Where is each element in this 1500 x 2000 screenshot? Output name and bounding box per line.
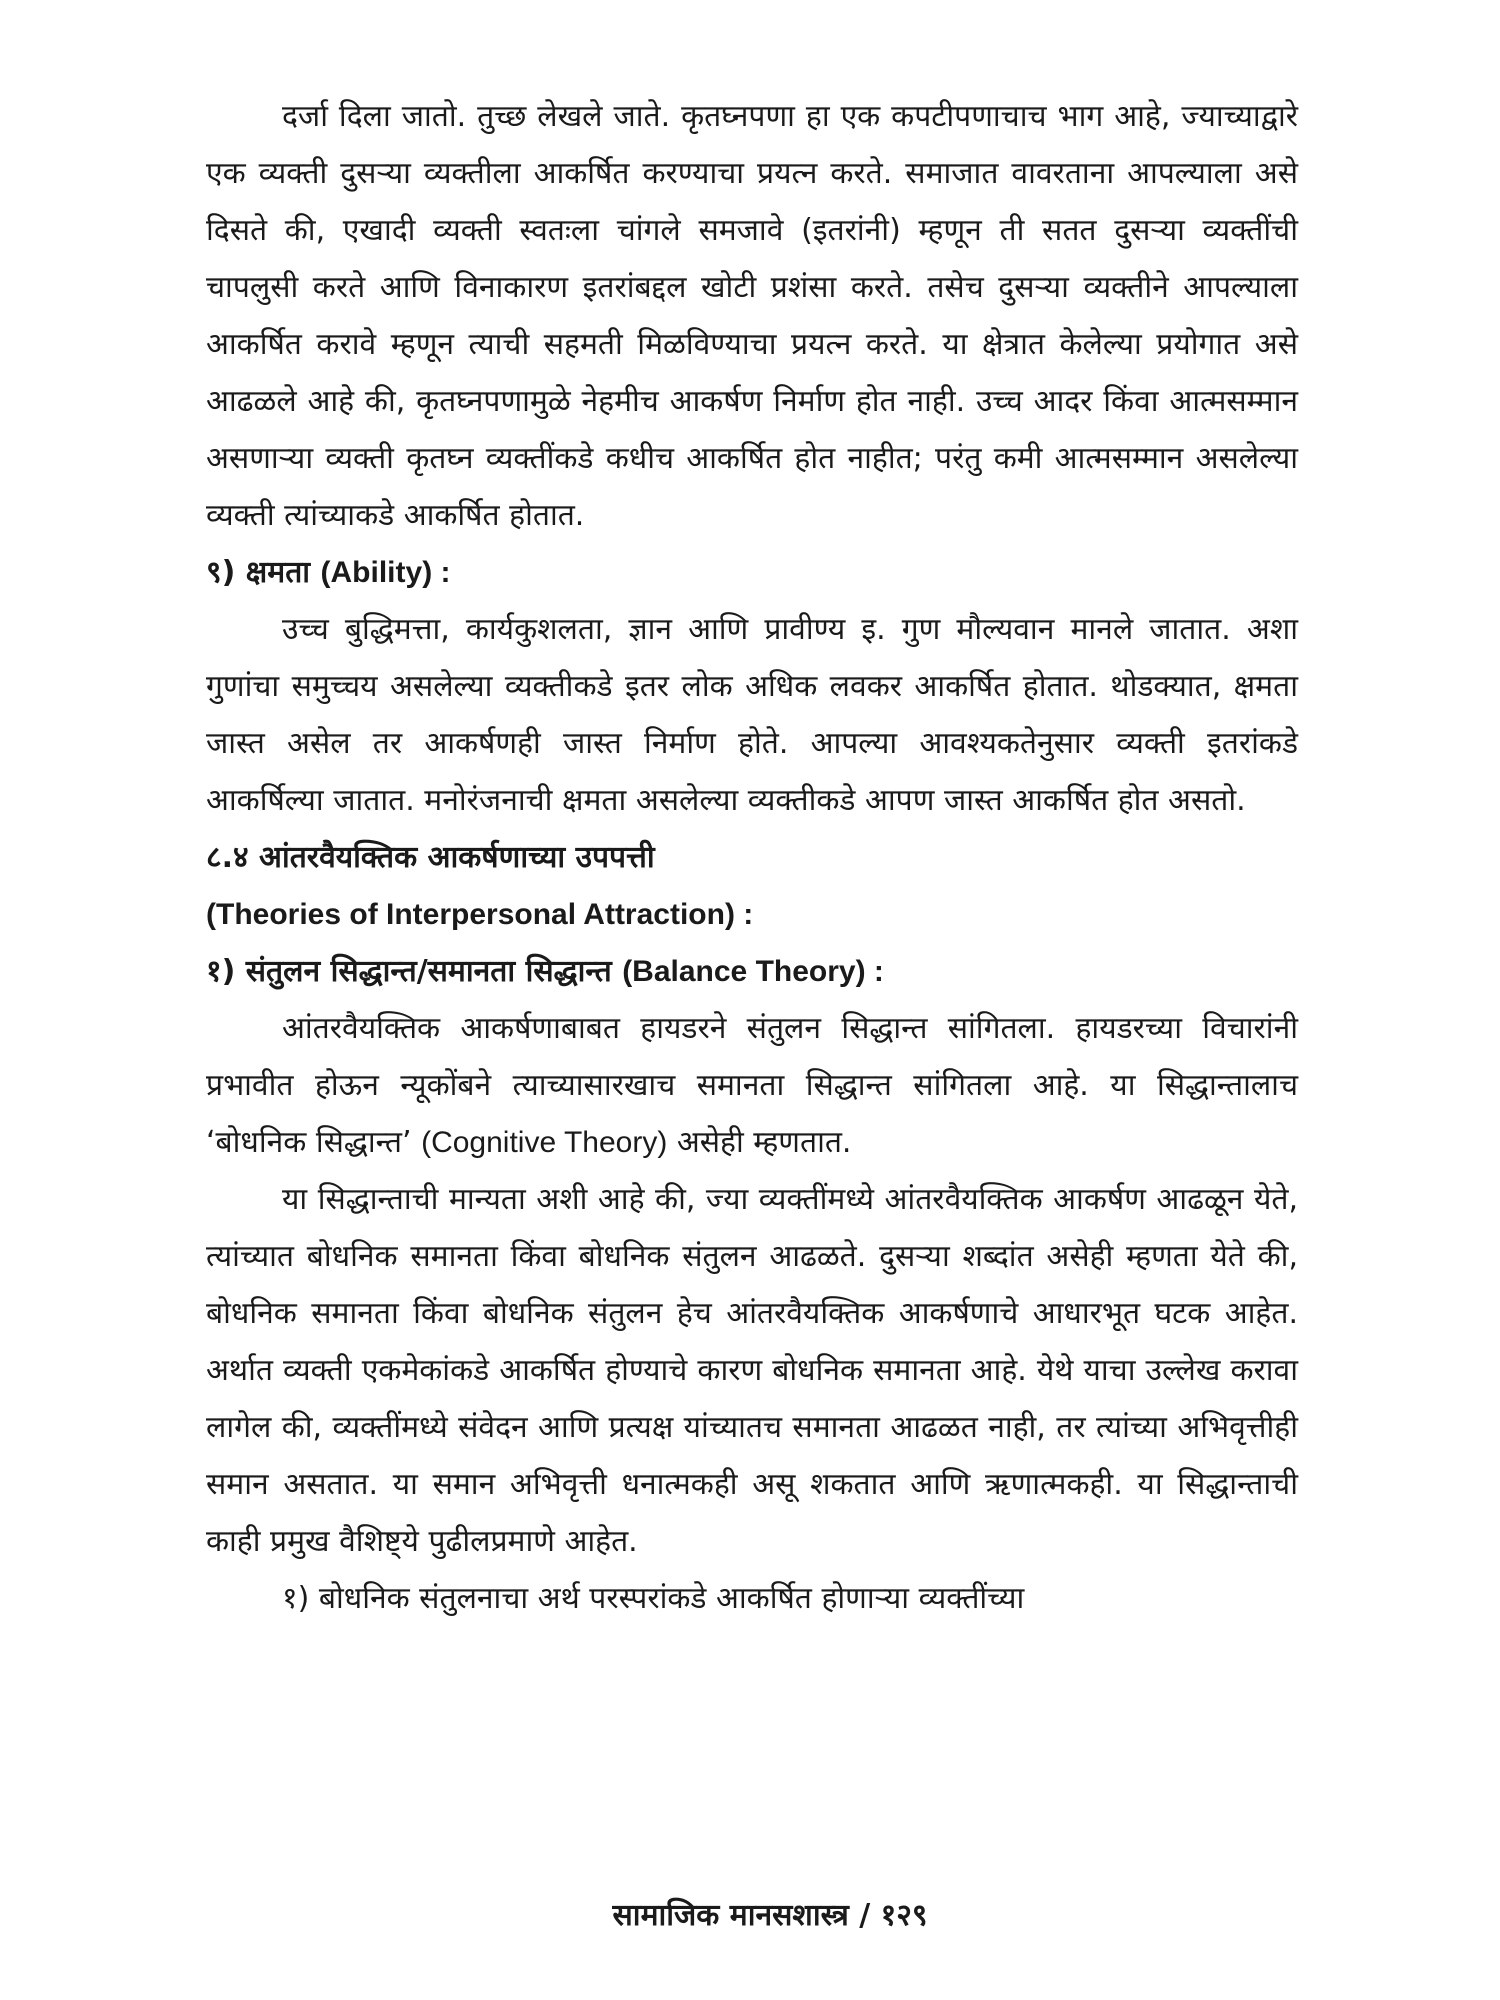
page-body <box>206 88 1298 1627</box>
paragraph-ingratiation: दर्जा दिला जातो. तुच्छ लेखले जाते. कृतघ्नपणा हा एक कपटीपणाचाच भाग आहे, ज्याच्याद्वारे एक व्यक्ती दुसऱ्या व्यक्तीला आकर्षित करण्याचा प्रयत्न करते. समाजात वावरताना आपल्याला असे दिसते की, एखादी व्यक्ती स्वतःला चांगले समजावे (इतरांनी) म्हणून ती सतत दुसऱ्या व्यक्तींची चापलुसी करते आणि विनाकारण इतरांबद्दल खोटी प्रशंसा करते. तसेच दुसऱ्या व्यक्तीने आपल्याला आकर्षित करावे म्हणून त्याची सहमती मिळविण्याचा प्रयत्न करते. या क्षेत्रात केलेल्या प्रयोगात असे आढळले आहे की, कृतघ्नपणामुळे नेहमीच आकर्षण निर्माण होत नाही. उच्च आदर किंवा आत्मसम्मान असणाऱ्या व्यक्ती कृतघ्न व्यक्तींकडे कधीच आकर्षित होत नाहीत; परंतु कमी आत्मसम्मान असलेल्या व्यक्ती त्यांच्याकडे आकर्षित होतात. <box>206 99 1298 533</box>
section-heading: ८.४ आंतरवैयक्तिक आकर्षणाच्या उपपत्ती <box>206 840 655 875</box>
balance-intro-text-a: आंतरवैयक्तिक आकर्षणाबाबत हायडरने संतुलन सिद्धान्त सांगितला. हायडरच्या विचारांनी प्रभावीत होऊन न्यूकोंबने त्याच्यासारखाच समानता सिद्धान्त सांगितला आहे. या सिद्धान्तालाच ‘बोधनिक सिद्धान्त’ <box>206 1011 1298 1160</box>
paragraph-balance-details: या सिद्धान्ताची मान्यता अशी आहे की, ज्या व्यक्तींमध्ये आंतरवैयक्तिक आकर्षण आढळून येते, त्यांच्यात बोधनिक समानता किंवा बोधनिक संतुलन आढळते. दुसऱ्या शब्दांत असेही म्हणता येते की, बोधनिक समानता किंवा बोधनिक संतुलन हेच आंतरवैयक्तिक आकर्षणाचे आधारभूत घटक आहेत. अर्थात व्यक्ती एकमेकांकडे आकर्षित होण्याचे कारण बोधनिक समानता आहे. येथे याचा उल्लेख करावा लागेल की, व्यक्तींमध्ये संवेदन आणि प्रत्यक्ष यांच्यातच समानता आढळत नाही, तर त्यांच्या अभिवृत्तीही समान असतात. या समान अभिवृत्ती धनात्मकही असू शकतात आणि ऋणात्मकही. या सिद्धान्ताची काही प्रमुख वैशिष्ट्ये पुढीलप्रमाणे आहेत. <box>206 1182 1298 1559</box>
heading-ability <box>206 544 1298 601</box>
paragraph-list-item-1: १) बोधनिक संतुलनाचा अर्थ परस्परांकडे आकर्षित होणाऱ्या व्यक्तींच्या <box>282 1581 1025 1616</box>
paragraph-balance-intro <box>206 1000 1298 1171</box>
heading-balance-english: (Balance Theory) : <box>622 955 884 988</box>
heading-balance-theory <box>206 943 1298 1000</box>
heading-ability-marathi: ९) क्षमता <box>206 555 321 590</box>
section-heading-english-text: (Theories of Interpersonal Attraction) : <box>206 898 754 931</box>
page-footer: सामाजिक मानसशास्त्र / १२९ <box>612 1898 928 1933</box>
section-heading-english <box>206 886 1298 943</box>
heading-ability-english: (Ability) : <box>320 556 451 589</box>
heading-balance-marathi: १) संतुलन सिद्धान्त/समानता सिद्धान्त <box>206 954 623 989</box>
balance-intro-text-b: असेही म्हणतात. <box>667 1125 852 1160</box>
paragraph-ability: उच्च बुद्धिमत्ता, कार्यकुशलता, ज्ञान आणि प्रावीण्य इ. गुण मौल्यवान मानले जातात. अशा गुणांचा समुच्चय असलेल्या व्यक्तीकडे इतर लोक अधिक लवकर आकर्षित होतात. थोडक्यात, क्षमता जास्त असेल तर आकर्षणही जास्त निर्माण होते. आपल्या आवश्यकतेनुसार व्यक्ती इतरांकडे आकर्षिल्या जातात. मनोरंजनाची क्षमता असलेल्या व्यक्तीकडे आपण जास्त आकर्षित होत असतो. <box>206 612 1298 818</box>
balance-intro-english-term: (Cognitive Theory) <box>421 1126 668 1159</box>
